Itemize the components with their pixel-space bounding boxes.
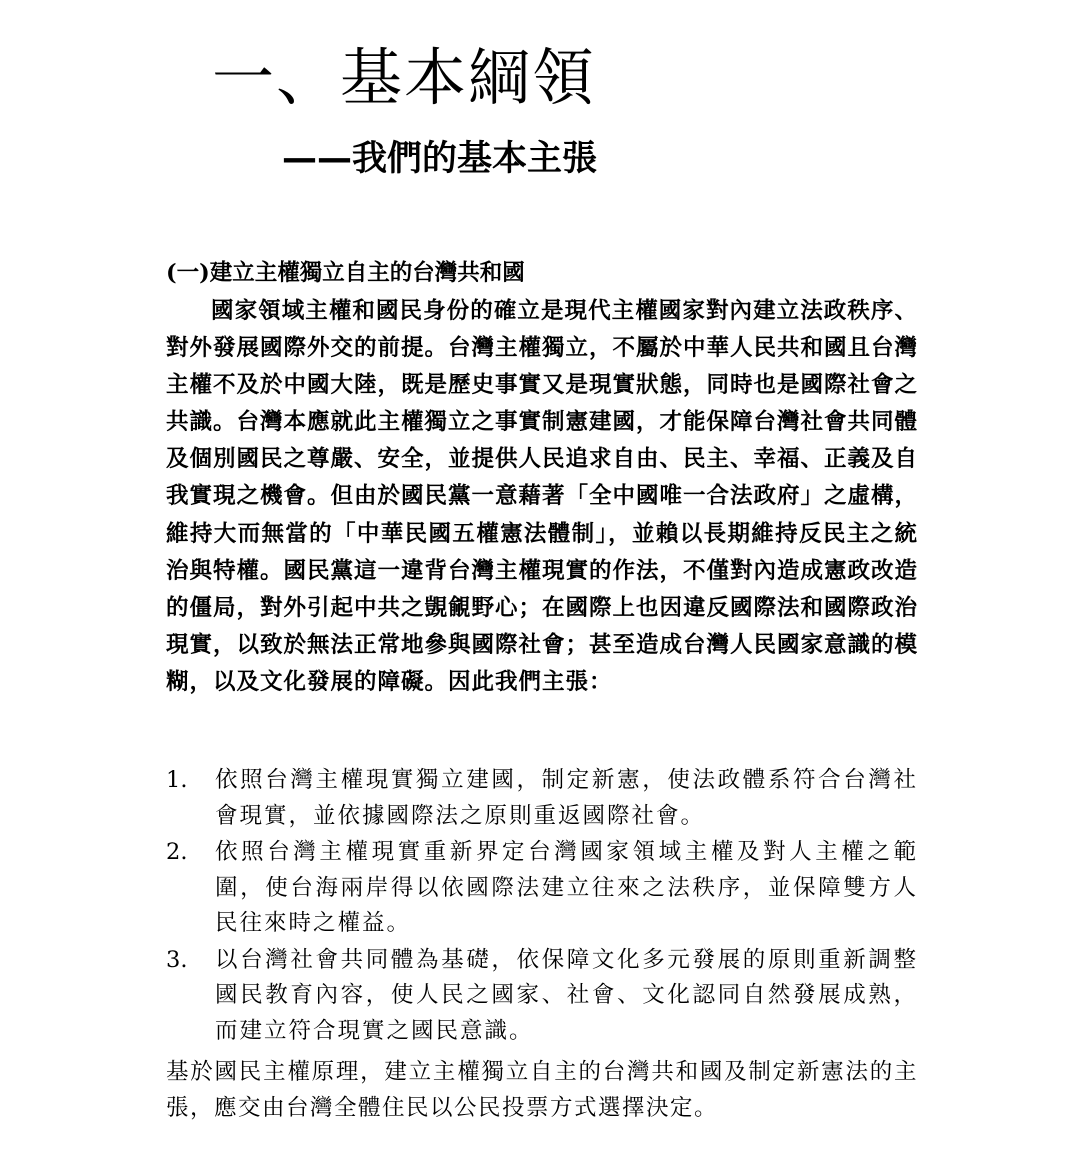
page-title: 一、基本綱領 [212, 41, 597, 114]
demand-list [166, 763, 918, 1050]
list-item-number: 3. [166, 946, 188, 973]
list-item-number: 2. [166, 839, 188, 865]
list-item-text: 依照台灣主權現實獨立建國，制定新憲，使法政體系符合台灣社會現實，並依據國際法之原則重返國際社會。 [215, 767, 918, 829]
list-item-text: 依照台灣主權現實重新界定台灣國家領域主權及對人主權之範圍，使台海兩岸得以依國際法建立往來之法秩序，並保障雙方人民往來時之權益。 [215, 839, 918, 936]
list-item-number: 1. [166, 767, 188, 793]
list-item [166, 835, 918, 942]
list-item-text: 以台灣社會共同體為基礎，依保障文化多元發展的原則重新調整國民教育內容，使人民之國家、社會、文化認同自然發展成熟，而建立符合現實之國民意識。 [215, 946, 918, 1044]
list-item [166, 763, 918, 834]
page-subtitle: ——我們的基本主張 [282, 139, 598, 179]
body-paragraph: 國家領域主權和國民身份的確立是現代主權國家對內建立法政秩序、對外發展國際外交的前提。台灣主權獨立，不屬於中華人民共和國且台灣主權不及於中國大陸，既是歷史事實又是現實狀態，同時也是國際社會之共識。台灣本應就此主權獨立之事實制憲建國，才能保障台灣社會共同體及個別國民之尊嚴、安全，並提供人民追求自由、民主、幸福、正義及自我實現之機會。但由於國民黨一意藉著「全中國唯一合法政府」之虛構，維持大而無當的「中華民國五權憲法體制」，並賴以長期維持反民主之統治與特權。國民黨這一違背台灣主權現實的作法，不僅對內造成憲政改造的僵局，對外引起中共之覬覦野心；在國際上也因違反國際法和國際政治現實，以致於無法正常地參與國際社會；甚至造成台灣人民國家意識的模糊，以及文化發展的障礙。因此我們主張： [166, 298, 919, 695]
section-heading: (一)建立主權獨立自主的台灣共和國 [166, 260, 525, 286]
closing-paragraph: 基於國民主權原理，建立主權獨立自主的台灣共和國及制定新憲法的主張，應交由台灣全體住民以公民投票方式選擇決定。 [166, 1059, 918, 1121]
list-item [166, 943, 918, 1050]
